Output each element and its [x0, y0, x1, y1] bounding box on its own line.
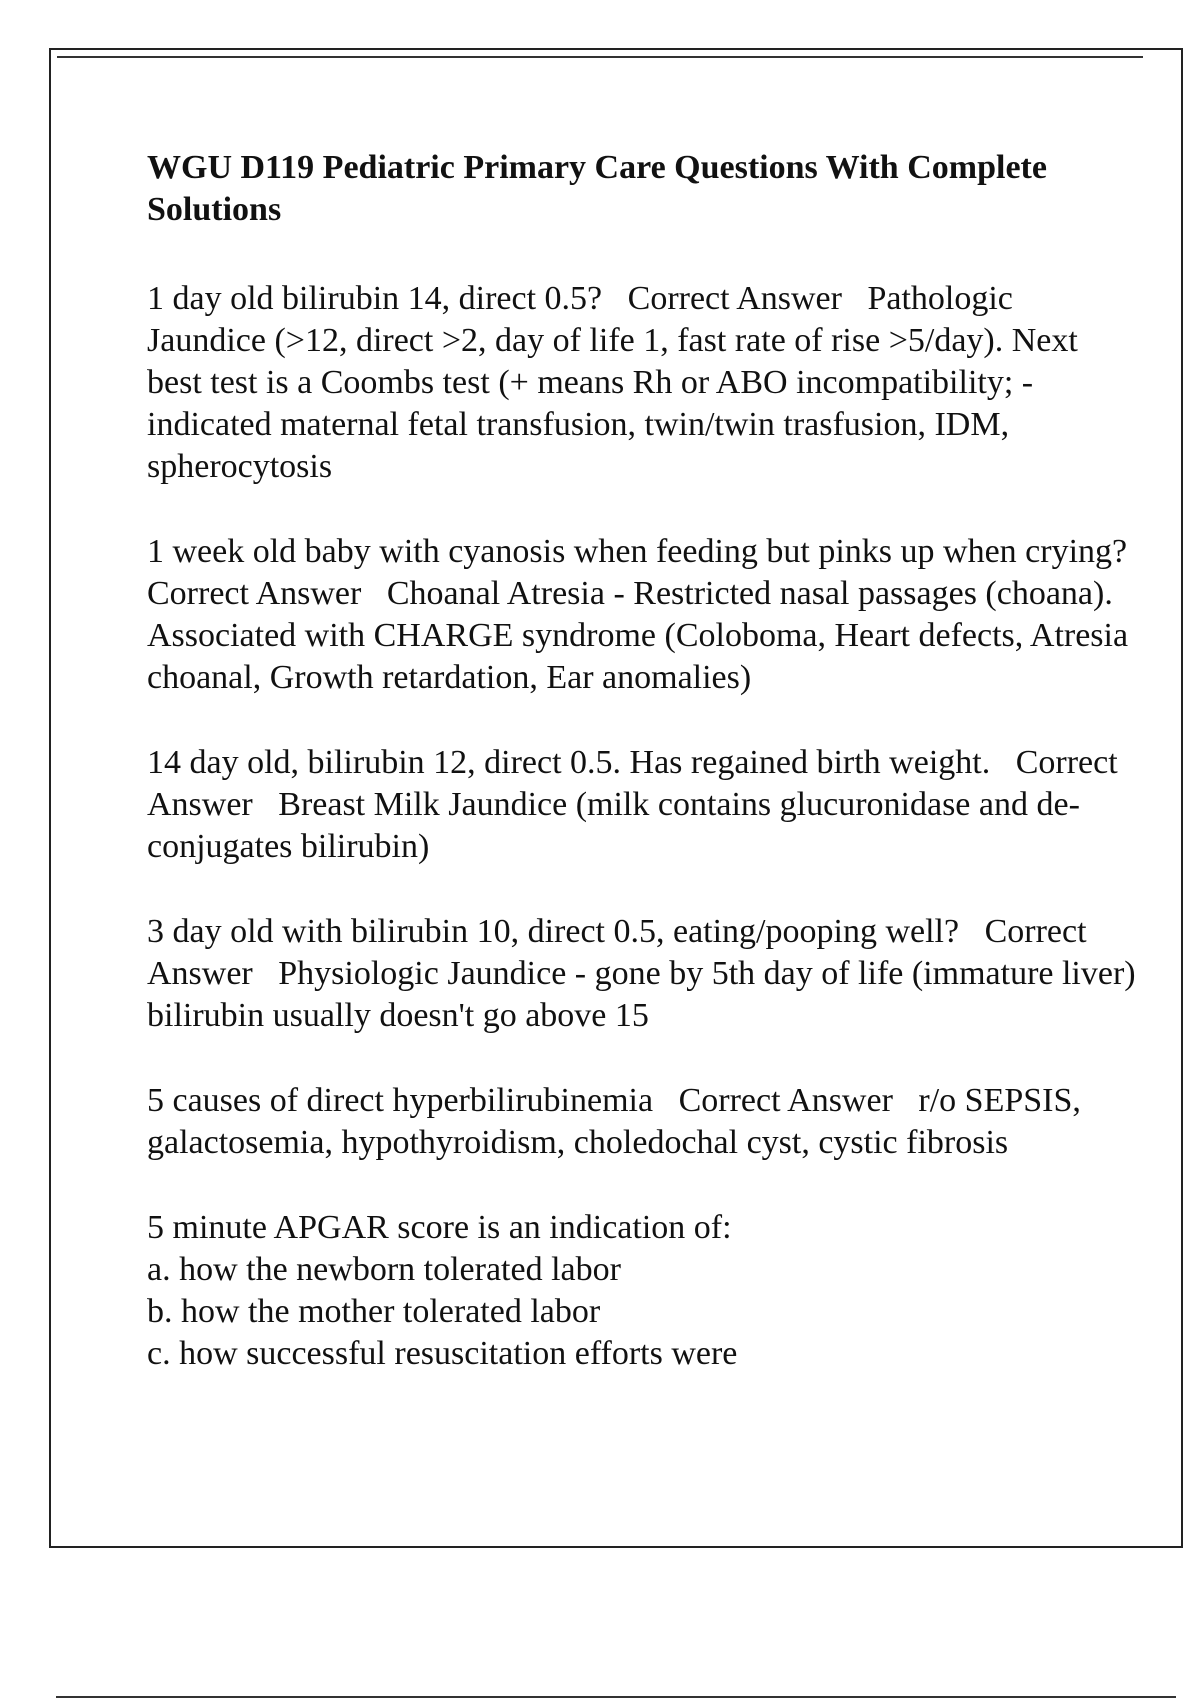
answer-marker: Correct Answer — [627, 280, 842, 317]
question-stem: 5 minute APGAR score is an indication of: — [147, 1209, 732, 1246]
answer-text: r/o SEPSIS, galactosemia, hypothyroidism, choledochal cyst, cystic fibrosis — [147, 1082, 1090, 1161]
answer-option: b. how the mother tolerated labor — [147, 1293, 601, 1330]
document-title: WGU D119 Pediatric Primary Care Questions With Complete Solutions — [147, 149, 1047, 228]
bottom-rule — [56, 1696, 1176, 1698]
qa-item — [147, 1080, 1137, 1164]
answer-option: c. how successful resuscitation efforts were — [147, 1335, 738, 1372]
answer-marker: Correct Answer — [147, 744, 1125, 823]
qa-item — [147, 278, 1137, 488]
question-text: 14 day old, bilirubin 12, direct 0.5. Has regained birth weight. — [147, 744, 991, 781]
question-text: 1 week old baby with cyanosis when feeding but pinks up when crying? — [147, 533, 1128, 570]
page-frame — [49, 48, 1183, 1548]
answer-text: Physiologic Jaundice - gone by 5th day of life (immature liver) bilirubin usually doesn't go above 15 — [147, 955, 1145, 1034]
answer-marker: Correct Answer — [678, 1082, 893, 1119]
answer-marker: Correct Answer — [147, 575, 362, 612]
qa-item — [147, 531, 1137, 699]
question-text: 5 causes of direct hyperbilirubinemia — [147, 1082, 654, 1119]
answer-text: Breast Milk Jaundice (milk contains glucuronidase and de-conjugates bilirubin) — [147, 786, 1080, 865]
answer-option: a. how the newborn tolerated labor — [147, 1251, 621, 1288]
multiple-choice-question — [147, 1207, 1137, 1375]
answer-text: Choanal Atresia - Restricted nasal passages (choana). Associated with CHARGE syndrome (Coloboma, Heart defects, Atresia choanal, Growth retardation, Ear anomalies) — [147, 575, 1137, 696]
document-body — [147, 147, 1145, 1418]
question-text: 3 day old with bilirubin 10, direct 0.5, eating/pooping well? — [147, 913, 960, 950]
qa-item — [147, 742, 1137, 868]
question-text: 1 day old bilirubin 14, direct 0.5? — [147, 280, 603, 317]
top-rule — [57, 56, 1143, 58]
answer-marker: Correct Answer — [147, 913, 1094, 992]
answer-text: Pathologic Jaundice (>12, direct >2, day of life 1, fast rate of rise >5/day). Next best test is a Coombs test (+ means Rh or ABO incompatibility; - indicated maternal fetal transfusion, twin/twin trasfusion, IDM, spherocytosis — [147, 280, 1087, 485]
qa-item — [147, 911, 1145, 1037]
